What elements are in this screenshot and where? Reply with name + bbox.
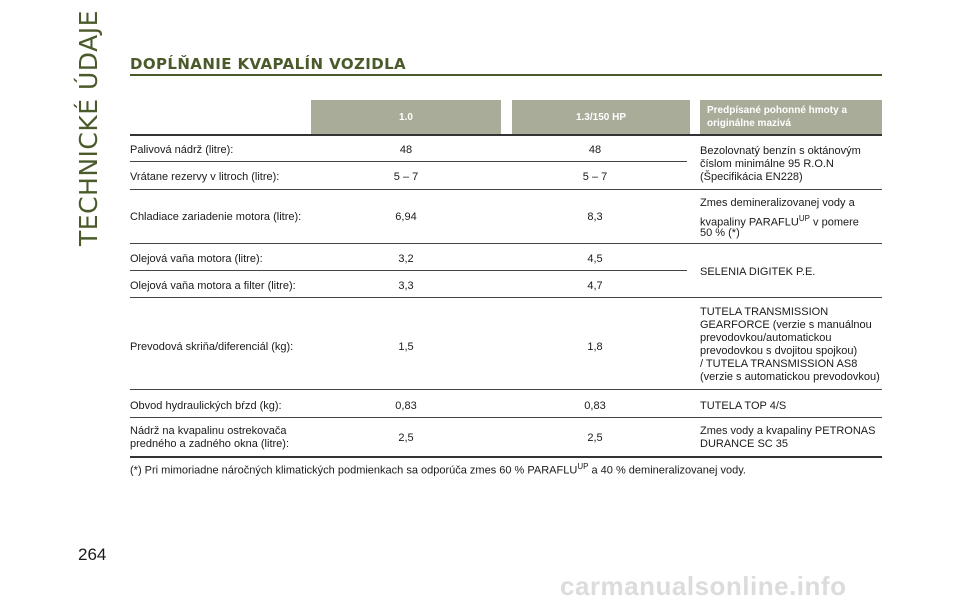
note-fuel-line3: (Špecifikácia EN228)	[700, 171, 803, 183]
row-value-washer-1.3: 2,5	[587, 432, 603, 444]
table-rule	[130, 243, 882, 244]
note-fuel-line2: číslom minimálne 95 R.O.N	[700, 158, 834, 170]
page-number: 264	[78, 545, 107, 564]
note-coolant-line2: kvapaliny $PARAFLU^{UP}$ v pomere	[700, 214, 859, 229]
row-label-reserve: Vrátane rezervy v litroch (litre):	[130, 171, 280, 183]
row-value-fuel-1.0: 48	[399, 144, 413, 156]
row-label-brakes: Obvod hydraulických bŕzd (kg):	[130, 400, 282, 412]
watermark-text: carmanualsonline.info	[560, 571, 847, 601]
row-value-washer-1.0: 2,5	[398, 432, 414, 444]
note-transmission-line6: (verzie s automatickou prevodovkou)	[700, 371, 880, 383]
row-label-fuel: Palivová nádrž (litre):	[130, 144, 234, 156]
note-transmission-line4: prevodovkou s dvojitou spojkou)	[700, 345, 858, 357]
row-label-washer-line1: Nádrž na kvapalinu ostrekovača	[130, 425, 287, 437]
heading-rule	[130, 74, 882, 76]
table-rule	[130, 417, 882, 418]
row-label-coolant: Chladiace zariadenie motora (litre):	[130, 211, 302, 223]
row-value-oil-1.0: 3,2	[398, 253, 414, 265]
row-value-brakes-1.3: 0,83	[584, 400, 606, 412]
table-rule	[130, 270, 687, 271]
row-value-oil-filter-1.3: 4,7	[587, 280, 603, 292]
table-rule	[130, 389, 882, 390]
column-header-1: 1.0	[311, 100, 501, 134]
row-value-coolant-1.0: 6,94	[395, 211, 417, 223]
table-rule	[130, 189, 882, 190]
column-header-2: 1.3/150 HP	[512, 100, 690, 134]
row-label-oil-filter: Olejová vaňa motora a filter (litre):	[130, 280, 296, 292]
row-value-reserve-1.0: 5 – 7	[393, 171, 419, 183]
note-transmission-line5: / TUTELA TRANSMISSION AS8	[700, 358, 858, 370]
table-rule-bottom	[130, 456, 882, 458]
note-coolant-line1: Zmes demineralizovanej vody a	[700, 197, 855, 209]
row-value-oil-filter-1.0: 3,3	[398, 280, 414, 292]
note-washer-line1: Zmes vody a kvapaliny PETRONAS	[700, 425, 876, 437]
footnote: (*) Pri mimoriadne náročných klimatických podmienkach sa odporúča zmes 60 % $PARAFLU^{UP}$ a 40 % demineralizovanej vody.	[130, 462, 746, 477]
note-transmission-line1: TUTELA TRANSMISSION	[700, 306, 829, 318]
row-value-transmission-1.0: 1,5	[398, 341, 414, 353]
column-header-3: Predpísané pohonné hmoty a originálne mazivá	[700, 100, 882, 134]
table-rule-top	[130, 134, 882, 136]
note-oil: SELENIA DIGITEK P.E.	[700, 266, 816, 278]
note-brakes: TUTELA TOP 4/S	[700, 400, 787, 412]
row-value-reserve-1.3: 5 – 7	[582, 171, 608, 183]
section-side-title: TECHNICKÉ ÚDAJE	[74, 10, 103, 246]
row-value-fuel-1.3: 48	[588, 144, 602, 156]
row-label-washer-line2: predného a zadného okna (litre):	[130, 438, 289, 450]
row-value-oil-1.3: 4,5	[587, 253, 603, 265]
row-value-transmission-1.3: 1,8	[587, 341, 603, 353]
table-rule	[130, 161, 687, 162]
table-rule	[130, 297, 882, 298]
row-value-brakes-1.0: 0,83	[395, 400, 417, 412]
note-transmission-line3: prevodovkou/automatickou	[700, 332, 832, 344]
note-coolant-line3: 50 % (*)	[700, 227, 740, 239]
page-heading: DOPĹŇANIE KVAPALÍN VOZIDLA	[130, 55, 407, 73]
row-value-coolant-1.3: 8,3	[587, 211, 603, 223]
note-transmission-line2: GEARFORCE (verzie s manuálnou	[700, 319, 872, 331]
note-fuel-line1: Bezolovnatý benzín s oktánovým	[700, 145, 861, 157]
row-label-oil: Olejová vaňa motora (litre):	[130, 253, 263, 265]
row-label-transmission: Prevodová skriňa/diferenciál (kg):	[130, 341, 294, 353]
note-washer-line2: DURANCE SC 35	[700, 438, 789, 450]
